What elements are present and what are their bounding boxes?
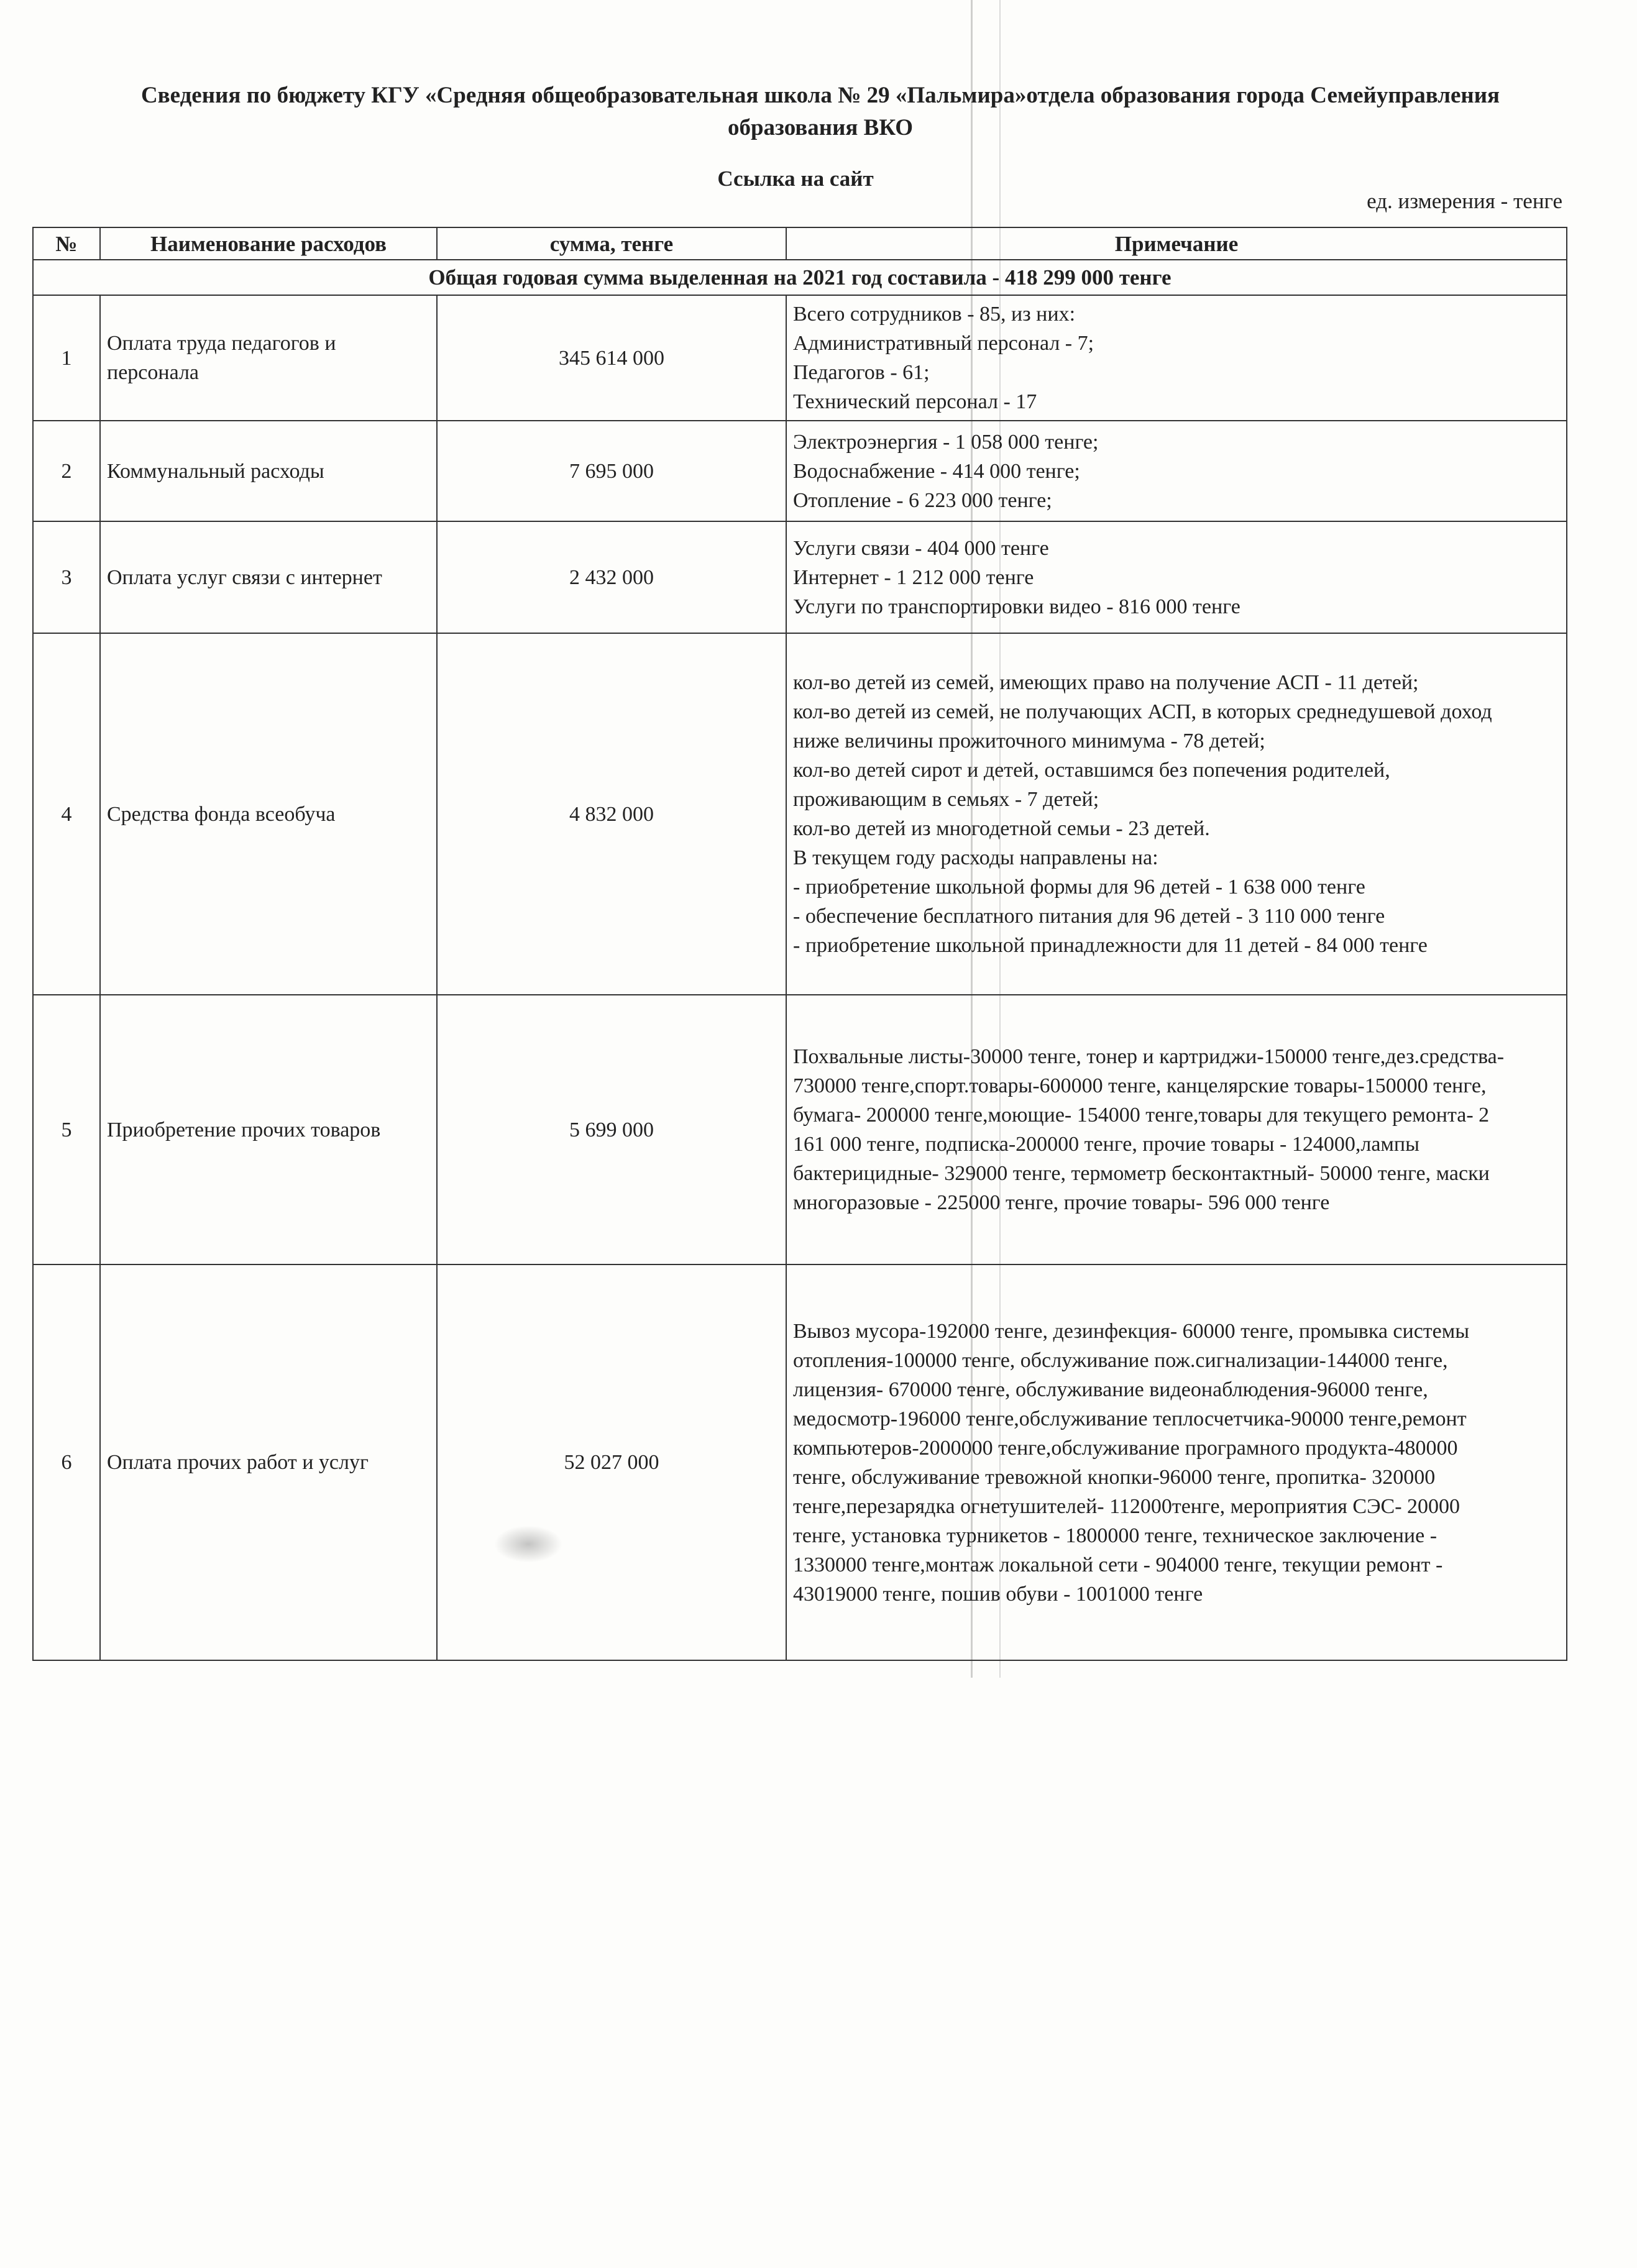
note-line: Услуги по транспортировки видео - 816 000 тенге (793, 595, 1240, 618)
note-line: тенге, обслуживание тревожной кнопки-96000 тенге, пропитка- 320000 (793, 1465, 1436, 1489)
row-sum: 5 699 000 (437, 995, 786, 1264)
header-sum: сумма, тенге (437, 227, 786, 260)
table-row (33, 295, 1567, 421)
note-line: медосмотр-196000 тенге,обслуживание теплосчетчика-90000 тенге,ремонт (793, 1407, 1467, 1430)
table-row (33, 421, 1567, 521)
row-num: 4 (33, 633, 100, 995)
table-row (33, 1264, 1567, 1660)
row-sum: 7 695 000 (437, 421, 786, 521)
row-note (786, 1264, 1567, 1660)
note-line: Интернет - 1 212 000 тенге (793, 565, 1034, 589)
table-row (33, 633, 1567, 995)
row-num: 1 (33, 295, 100, 421)
note-line: Похвальные листы-30000 тенге, тонер и картриджи-150000 тенге,дез.средства- (793, 1045, 1505, 1068)
row-sum: 345 614 000 (437, 295, 786, 421)
header-name: Наименование расходов (100, 227, 437, 260)
note-line: Водоснабжение - 414 000 тенге; (793, 459, 1080, 483)
row-num: 6 (33, 1264, 100, 1660)
note-line: Всего сотрудников - 85, из них: (793, 303, 1076, 326)
note-line: 1330000 тенге,монтаж локальной сети - 904000 тенге, текущии ремонт - (793, 1553, 1443, 1576)
total-text: Общая годовая сумма выделенная на 2021 год составила - 418 299 000 тенге (33, 260, 1567, 295)
note-line: В текущем году расходы направлены на: (793, 846, 1158, 869)
row-name: Оплата прочих работ и услуг (100, 1264, 437, 1660)
row-num: 5 (33, 995, 100, 1264)
note-line: 730000 тенге,спорт.товары-600000 тенге, канцелярские товары-150000 тенге, (793, 1074, 1487, 1097)
note-line: Технический персонал - 17 (793, 390, 1037, 413)
note-line: компьютеров-2000000 тенге,обслуживание програмного продукта-480000 (793, 1436, 1458, 1460)
note-line: 43019000 тенге, пошив обуви - 1001000 тенге (793, 1582, 1203, 1606)
row-num: 2 (33, 421, 100, 521)
site-link-label: Ссылка на сайт (717, 167, 874, 191)
note-line: Электроэнергия - 1 058 000 тенге; (793, 430, 1099, 454)
row-sum: 4 832 000 (437, 633, 786, 995)
note-line: проживающим в семьях - 7 детей; (793, 788, 1099, 811)
row-sum: 2 432 000 (437, 521, 786, 633)
note-line: тенге, установка турникетов - 1800000 тенге, техническое заключение - (793, 1524, 1438, 1547)
row-name: Средства фонда всеобуча (100, 633, 437, 995)
row-note (786, 633, 1567, 995)
row-name: Коммунальный расходы (100, 421, 437, 521)
note-line: лицензия- 670000 тенге, обслуживание видеонаблюдения-96000 тенге, (793, 1378, 1428, 1401)
note-line: кол-во детей из многодетной семьи - 23 детей. (793, 817, 1210, 840)
note-line: 161 000 тенге, подписка-200000 тенге, прочие товары - 124000,лампы (793, 1133, 1419, 1156)
header-note: Примечание (786, 227, 1567, 260)
note-line: отопления-100000 тенге, обслуживание пож.сигнализации-144000 тенге, (793, 1348, 1448, 1372)
row-num: 3 (33, 521, 100, 633)
total-row (33, 260, 1567, 295)
note-line: Вывоз мусора-192000 тенге, дезинфекция- 60000 тенге, промывка системы (793, 1319, 1470, 1343)
note-line: Услуги связи - 404 000 тенге (793, 536, 1049, 560)
table-header-row (33, 227, 1567, 260)
note-line: кол-во детей из семей, имеющих право на получение АСП - 11 детей; (793, 671, 1419, 694)
document-title: Сведения по бюджету КГУ «Средняя общеобразовательная школа № 29 «Пальмира»отдела образования города Семейуправления образования ВКО (140, 83, 1500, 140)
table-row (33, 521, 1567, 633)
note-line: Педагогов - 61; (793, 361, 930, 384)
note-line: - приобретение школьной формы для 96 детей - 1 638 000 тенге (793, 876, 1365, 899)
row-name: Оплата труда педагогов и персонала (100, 295, 437, 421)
header-num: № (33, 227, 100, 260)
row-name: Приобретение прочих товаров (100, 995, 437, 1264)
note-line: кол-во детей сирот и детей, оставшимся без попечения родителей, (793, 759, 1390, 782)
note-line: бактерицидные- 329000 тенге, термометр бесконтактный- 50000 тенге, маски (793, 1162, 1490, 1185)
note-line: кол-во детей из семей, не получающих АСП, в которых среднедушевой доход (793, 700, 1492, 723)
note-line: ниже величины прожиточного минимума - 78 детей; (793, 729, 1265, 752)
row-note (786, 295, 1567, 421)
row-note (786, 421, 1567, 521)
note-line: - обеспечение бесплатного питания для 96 детей - 3 110 000 тенге (793, 905, 1385, 928)
table-row (33, 995, 1567, 1264)
row-note (786, 521, 1567, 633)
note-line: Административный персонал - 7; (793, 332, 1094, 355)
note-line: многоразовые - 225000 тенге, прочие товары- 596 000 тенге (793, 1191, 1330, 1214)
row-name: Оплата услуг связи с интернет (100, 521, 437, 633)
note-line: тенге,перезарядка огнетушителей- 112000тенге, мероприятия СЭС- 20000 (793, 1494, 1460, 1518)
note-line: бумага- 200000 тенге,моющие- 154000 тенге,товары для текущего ремонта- 2 (793, 1104, 1490, 1127)
row-sum: 52 027 000 (437, 1264, 786, 1660)
row-note (786, 995, 1567, 1264)
note-line: Отопление - 6 223 000 тенге; (793, 488, 1052, 512)
units-note: ед. измерения - тенге (1367, 189, 1562, 213)
note-line: - приобретение школьной принадлежности для 11 детей - 84 000 тенге (793, 934, 1428, 957)
budget-table (32, 227, 1567, 1661)
